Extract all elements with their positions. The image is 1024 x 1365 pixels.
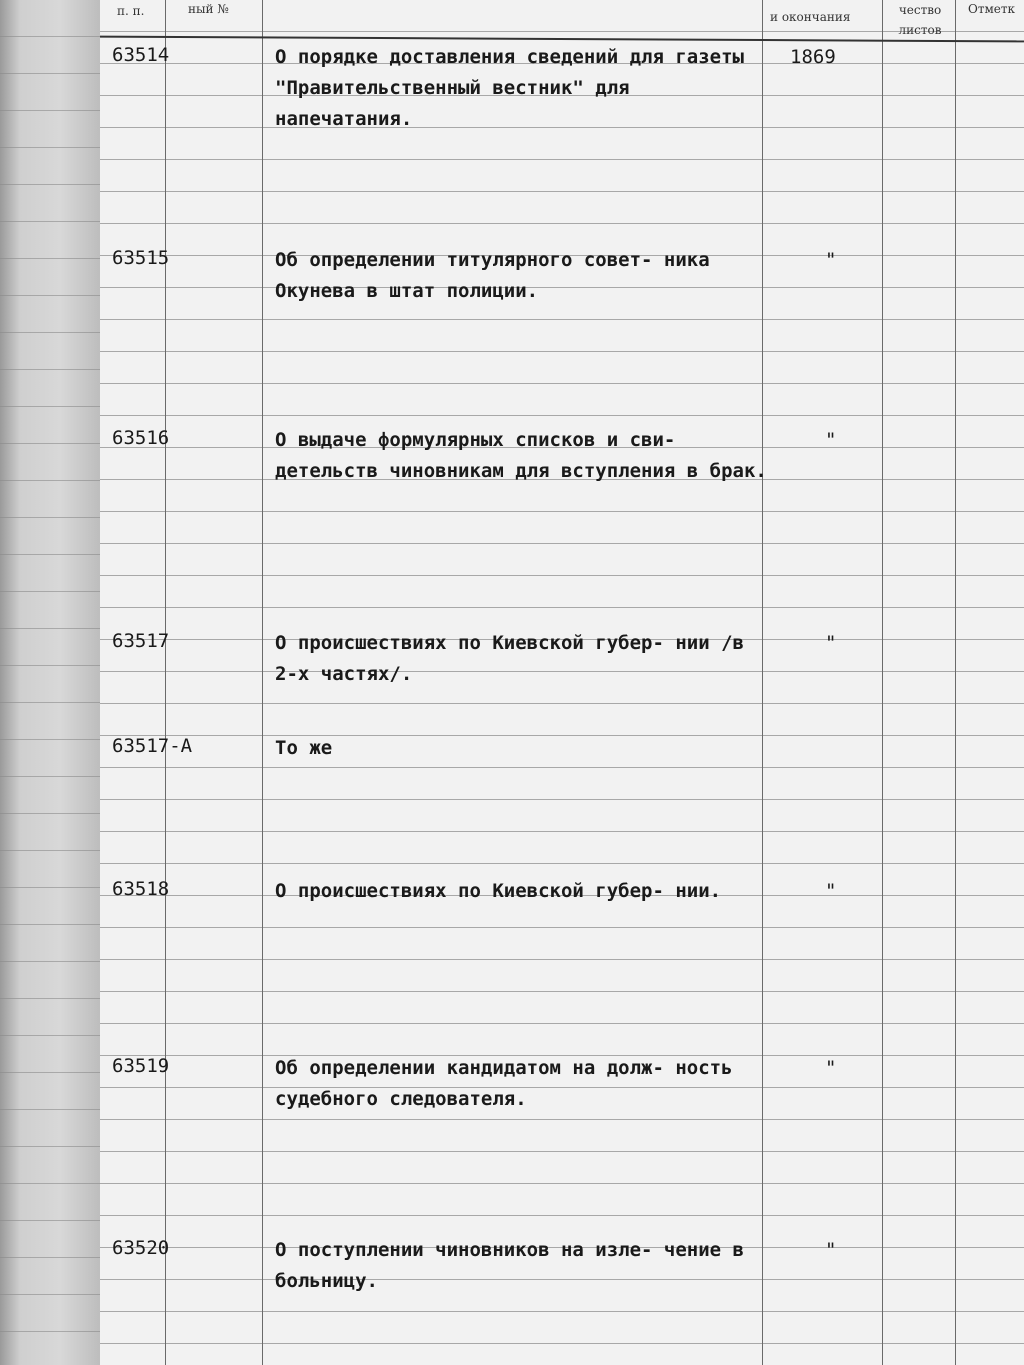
entry-date: 1869 (790, 46, 836, 68)
header-notes: Отметк (968, 2, 1016, 16)
entry-title: То же (275, 737, 333, 759)
entry-number: 63518 (112, 878, 170, 900)
header-dates: и окончания (770, 10, 851, 24)
entry-number: 63519 (112, 1055, 170, 1077)
entry-date: " (825, 880, 837, 902)
entry-number: 63514 (112, 44, 170, 66)
entry-date: " (825, 249, 837, 271)
entry-number: 63515 (112, 247, 170, 269)
entry-title: Об определении кандидатом на долж- ность судебного следователя. (275, 1057, 733, 1110)
entry-title: О происшествиях по Киевской губер- нии. (275, 880, 722, 902)
entry-date: " (825, 632, 837, 654)
header-sheets: чество листов (898, 3, 942, 37)
entry-number: 63517 (112, 630, 170, 652)
entry-date: " (825, 1057, 837, 1079)
entry-number: 63520 (112, 1237, 170, 1259)
entry-date: " (825, 429, 837, 451)
column-divider (955, 0, 956, 1365)
entry-title: О поступлении чиновников на изле- чение в больницу. (275, 1239, 744, 1292)
header-num: п. п. (117, 4, 145, 18)
entry-title: О происшествиях по Киевской губер- нии /в 2-х частях/. (275, 632, 744, 685)
header-inventory: ный № (188, 2, 229, 16)
column-divider (165, 0, 166, 1365)
column-divider (262, 0, 263, 1365)
entry-title: О выдаче формулярных списков и сви- детельств чиновникам для вступления в брак. (275, 429, 767, 482)
entry-title: О порядке доставления сведений для газеты "Правительственный вестник" для напечатания. (275, 46, 744, 130)
column-divider (882, 0, 883, 1365)
entry-title: Об определении титулярного совет- ника Окунева в штат полиции. (275, 249, 710, 302)
previous-page-edge (0, 0, 100, 1365)
entry-number: 63517-А (112, 735, 193, 757)
entry-date: " (825, 1239, 837, 1261)
entry-number: 63516 (112, 427, 170, 449)
